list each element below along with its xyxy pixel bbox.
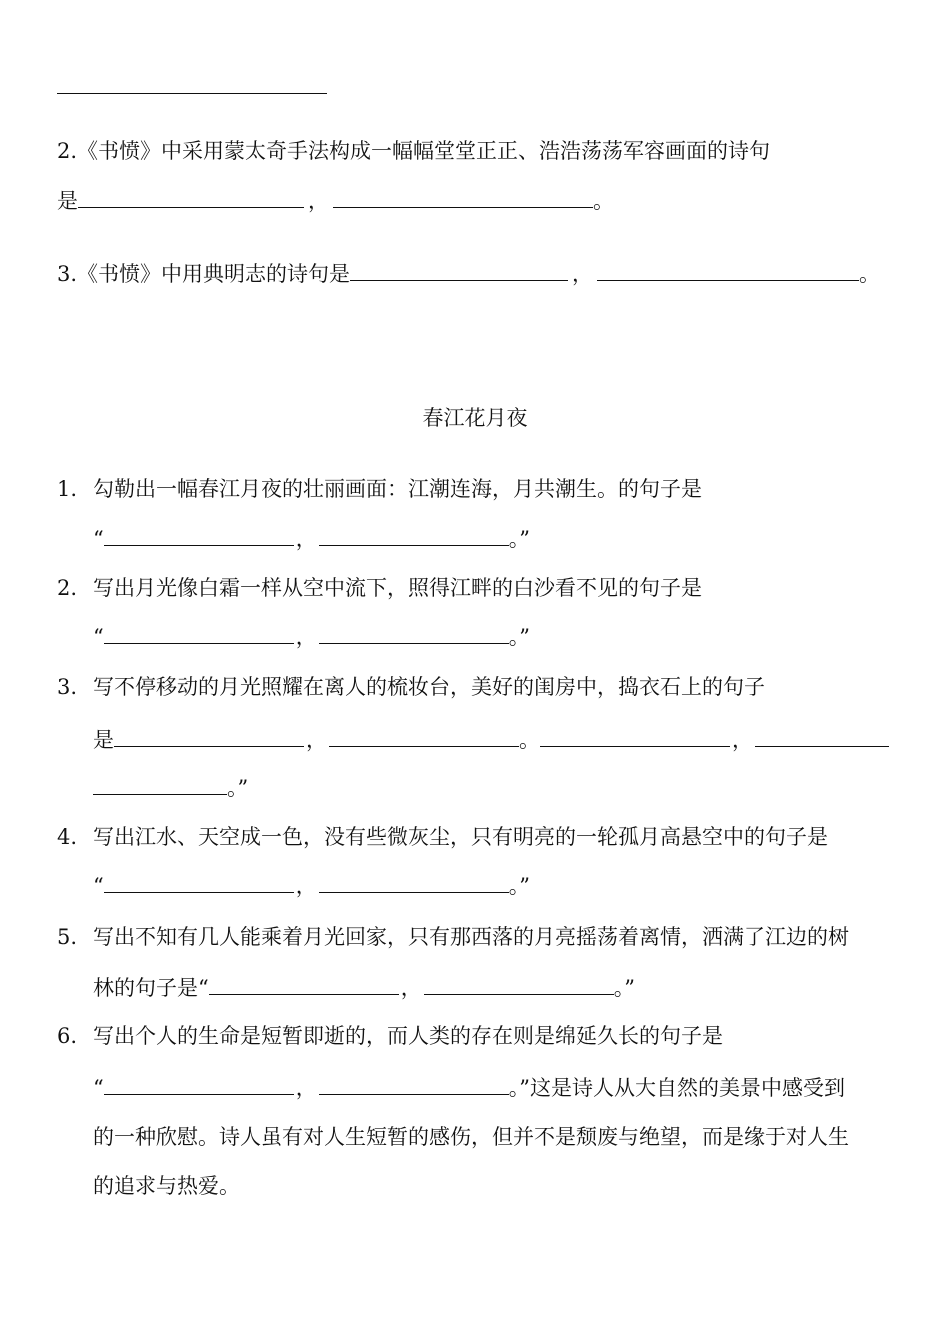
shufen-q3-row xyxy=(57,258,880,286)
item-text: 林的句子是“ xyxy=(93,976,209,1000)
period: 。 xyxy=(859,262,881,286)
shufen-q2-prompt xyxy=(57,137,770,165)
comma: ， xyxy=(400,976,422,1000)
list-item-1-answer xyxy=(93,523,530,551)
list-item-4-answer xyxy=(93,870,530,898)
list-item-6-cont-1 xyxy=(93,1123,849,1151)
answer-blank[interactable] xyxy=(350,258,568,281)
answer-blank[interactable] xyxy=(329,724,519,747)
close-quote: 。” xyxy=(613,976,635,1000)
item-number: 1. xyxy=(57,477,78,501)
item-text: 勾勒出一幅春江月夜的壮丽画面：江潮连海，月共潮生。的句子是 xyxy=(93,477,702,501)
list-item-3-answer-cont xyxy=(93,772,248,800)
answer-blank[interactable] xyxy=(755,724,889,747)
close-quote: 。” xyxy=(508,874,530,898)
answer-blank[interactable] xyxy=(114,724,304,747)
item-number: 3. xyxy=(57,675,78,699)
open-quote: “ xyxy=(93,1076,104,1100)
answer-blank[interactable] xyxy=(104,1072,294,1095)
comma: ， xyxy=(295,874,317,898)
period: 。 xyxy=(519,728,540,752)
list-item-5-answer xyxy=(93,972,635,1000)
list-item-5-prompt xyxy=(57,923,849,951)
item-number: 4. xyxy=(57,825,78,849)
answer-blank[interactable] xyxy=(319,523,509,546)
answer-blank[interactable] xyxy=(209,972,399,995)
list-item-2-prompt xyxy=(57,574,702,602)
close-quote: 。” xyxy=(508,625,530,649)
comma: ， xyxy=(732,728,753,752)
item-text: 的追求与热爱。 xyxy=(93,1174,240,1198)
item-number: 6. xyxy=(57,1024,78,1048)
open-quote: “ xyxy=(93,874,104,898)
answer-blank[interactable] xyxy=(104,621,294,644)
answer-line-top[interactable] xyxy=(57,93,327,94)
shufen-q3-text: 3.《书愤》中用典明志的诗句是 xyxy=(57,262,351,286)
answer-blank[interactable] xyxy=(104,523,294,546)
open-quote: “ xyxy=(93,527,104,551)
item-text: 写出不知有几人能乘着月光回家，只有那西落的月亮摇荡着离情，洒满了江边的树 xyxy=(93,925,849,949)
shufen-q2-answer-row xyxy=(57,185,614,213)
section-title: 春江花月夜 xyxy=(422,406,528,430)
answer-blank[interactable] xyxy=(78,185,304,208)
answer-blank[interactable] xyxy=(319,621,509,644)
answer-blank[interactable] xyxy=(597,258,859,281)
open-quote: “ xyxy=(93,625,104,649)
item-number: 5. xyxy=(57,925,78,949)
answer-blank[interactable] xyxy=(540,724,730,747)
comma: ， xyxy=(295,527,317,551)
answer-blank[interactable] xyxy=(424,972,614,995)
comma: ， xyxy=(306,728,327,752)
list-item-6-prompt xyxy=(57,1022,723,1050)
list-item-4-prompt xyxy=(57,823,828,851)
answer-blank[interactable] xyxy=(319,870,509,893)
list-item-6-cont-2 xyxy=(93,1172,240,1200)
item-text: 的一种欣慰。诗人虽有对人生短暂的感伤，但并不是颓废与绝望，而是缘于对人生 xyxy=(93,1125,849,1149)
answer-blank[interactable] xyxy=(93,772,227,795)
shufen-q2-text: 2.《书愤》中采用蒙太奇手法构成一幅幅堂堂正正、浩浩荡荡军容画面的诗句 xyxy=(57,139,771,163)
comma: ， xyxy=(295,1076,317,1100)
item-text: 写出月光像白霜一样从空中流下，照得江畔的白沙看不见的句子是 xyxy=(93,576,702,600)
list-item-1-prompt xyxy=(57,475,702,503)
comma: ， xyxy=(572,262,594,286)
item-text: 写出江水、天空成一色，没有些微灰尘，只有明亮的一轮孤月高悬空中的句子是 xyxy=(93,825,828,849)
close-quote: 。” xyxy=(508,527,530,551)
answer-blank[interactable] xyxy=(333,185,593,208)
comma: ， xyxy=(295,625,317,649)
item-text: 写不停移动的月光照耀在离人的梳妆台，美好的闺房中，捣衣石上的句子 xyxy=(93,675,765,699)
label-shi: 是 xyxy=(57,189,78,213)
list-item-3-answer xyxy=(93,724,889,752)
list-item-3-prompt xyxy=(57,673,765,701)
answer-blank[interactable] xyxy=(104,870,294,893)
period: 。 xyxy=(593,189,614,213)
item-text: 写出个人的生命是短暂即逝的，而人类的存在则是绵延久长的句子是 xyxy=(93,1024,723,1048)
item-number: 2. xyxy=(57,576,78,600)
comma: ， xyxy=(308,189,329,213)
list-item-2-answer xyxy=(93,621,530,649)
list-item-6-answer xyxy=(93,1072,845,1100)
close-quote: 。” xyxy=(227,776,249,800)
answer-blank[interactable] xyxy=(319,1072,509,1095)
item-text: 。”这是诗人从大自然的美景中感受到 xyxy=(508,1076,845,1100)
label-shi: 是 xyxy=(93,728,114,752)
